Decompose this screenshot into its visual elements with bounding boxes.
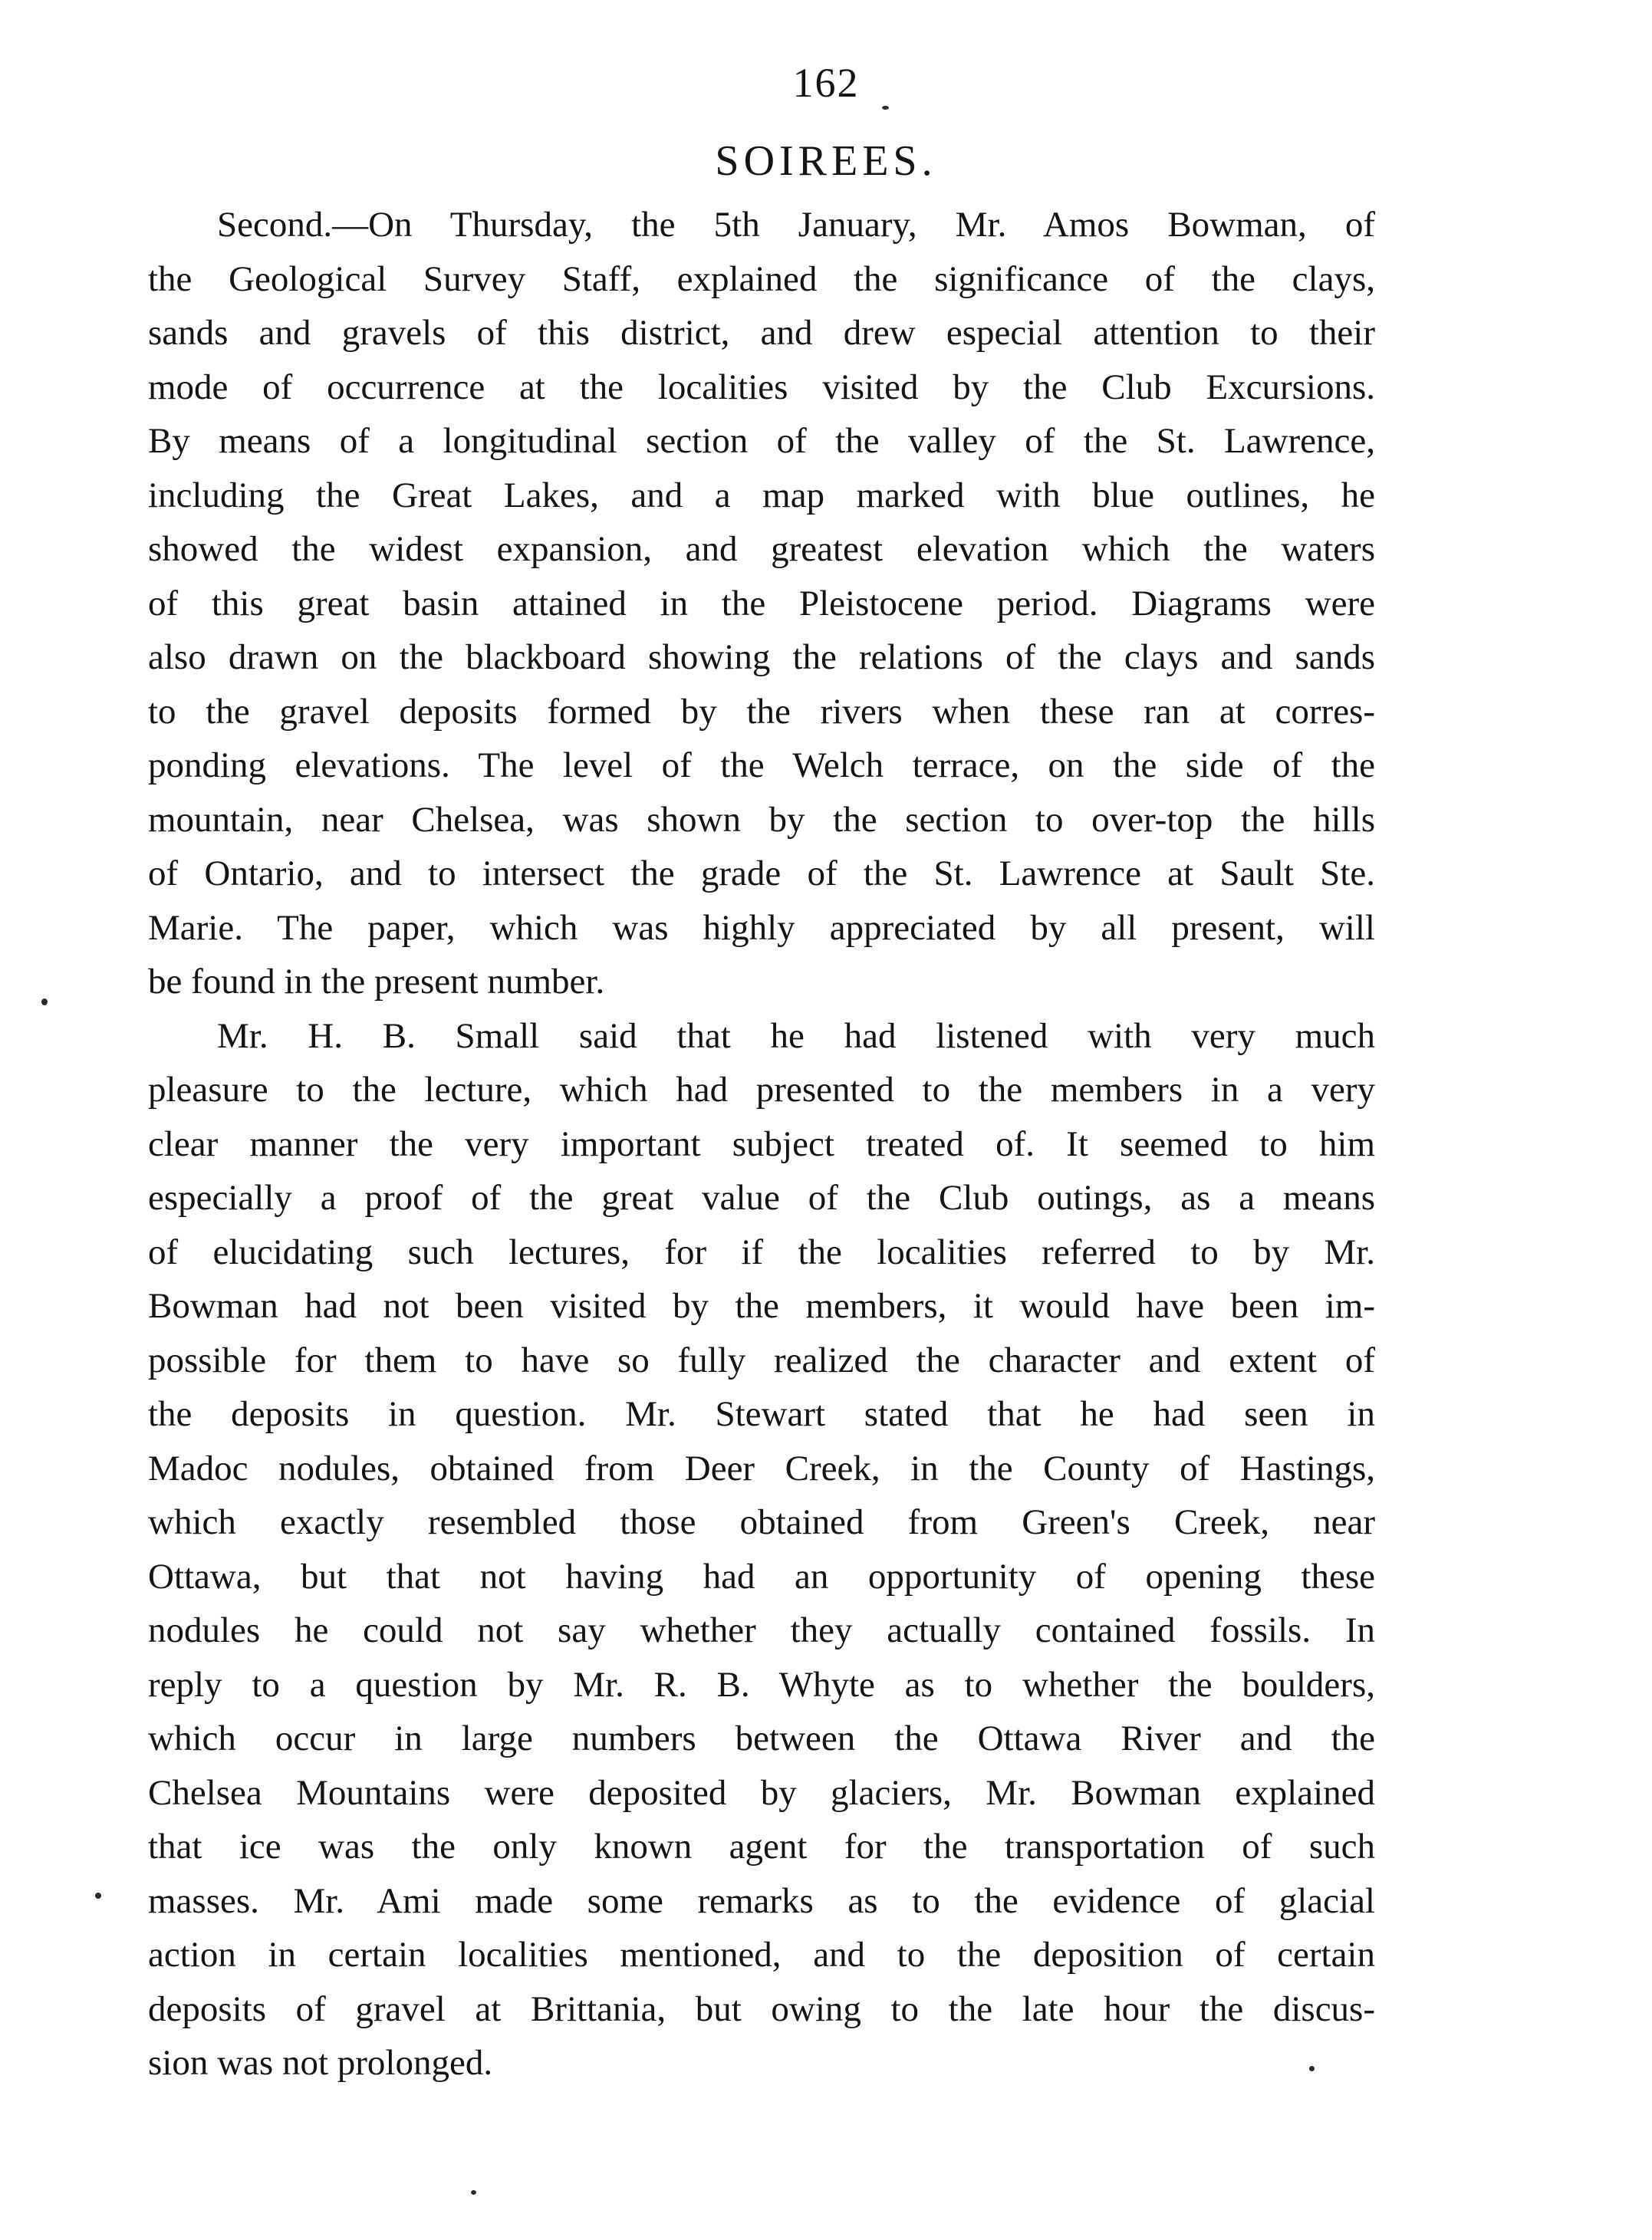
text-line: that ice was the only known agent for the transportation of such [148,1827,1375,1867]
text-line: mode of occurrence at the localities visited by the Club Excursions. [148,367,1375,407]
text-line: of Ontario, and to intersect the grade of the St. Lawrence at Sault Ste. [148,854,1375,893]
text-line: also drawn on the blackboard showing the relations of the clays and sands [148,637,1375,677]
text-line: possible for them to have so fully realized the character and extent of [148,1340,1375,1380]
text-line: sion was not prolonged. [148,2043,493,2083]
text-line: Mr. H. B. Small said that he had listened with very much [217,1015,1375,1056]
scan-speck [95,1893,101,1899]
text-line: Ottawa, but that not having had an opportunity of opening these [148,1556,1375,1597]
section-title: SOIREES. [715,137,937,185]
text-line: of this great basin attained in the Pleistocene period. Diagrams were [148,583,1375,623]
text-line: Chelsea Mountains were deposited by glaciers, Mr. Bowman explained [148,1772,1375,1813]
text-line: clear manner the very important subject treated of. It seemed to him [148,1123,1375,1164]
text-line: especially a proof of the great value of the Club outings, as a means [148,1178,1375,1218]
text-line: the Geological Survey Staff, explained the significance of the clays, [148,258,1375,299]
text-line: Second.—On Thursday, the 5th January, Mr. Amos Bowman, of [217,205,1375,245]
page-number: 162 [792,60,860,106]
text-line: action in certain localities mentioned, and to the deposition of certain [148,1935,1375,1975]
text-line: mountain, near Chelsea, was shown by the section to over-top the hills [148,799,1375,840]
text-line: Madoc nodules, obtained from Deer Creek, in the County of Hastings, [148,1448,1375,1488]
scan-speck [1309,2066,1315,2071]
text-line: Marie. The paper, which was highly appreciated by all present, will [148,907,1375,948]
body-text [148,198,1375,2090]
text-line: Bowman had not been visited by the members, it would have been im- [148,1286,1375,1326]
text-line: sands and gravels of this district, and drew especial attention to their [148,313,1375,353]
text-line: By means of a longitudinal section of the valley of the St. Lawrence, [148,421,1375,461]
text-line: masses. Mr. Ami made some remarks as to the evidence of glacial [148,1880,1375,1921]
scan-speck [882,106,889,110]
text-line: which exactly resembled those obtained from Green's Creek, near [148,1502,1375,1542]
text-line: deposits of gravel at Brittania, but owing to the late hour the discus- [148,1988,1375,2029]
text-line: to the gravel deposits formed by the rivers when these ran at corres- [148,691,1375,732]
text-line: which occur in large numbers between the Ottawa River and the [148,1719,1375,1758]
text-line: reply to a question by Mr. R. B. Whyte as to whether the boulders, [148,1664,1375,1705]
text-line: be found in the present number. [148,962,605,1002]
scan-speck [41,998,48,1005]
text-line: nodules he could not say whether they actually contained fossils. In [148,1610,1375,1650]
text-line: of elucidating such lectures, for if the localities referred to by Mr. [148,1232,1375,1272]
text-line: ponding elevations. The level of the Welch terrace, on the side of the [148,745,1375,785]
text-line: showed the widest expansion, and greatest elevation which the waters [148,529,1375,569]
text-line: including the Great Lakes, and a map marked with blue outlines, he [148,475,1375,515]
text-line: pleasure to the lecture, which had presented to the members in a very [148,1070,1375,1110]
scan-speck [471,2190,476,2195]
text-line: the deposits in question. Mr. Stewart stated that he had seen in [148,1394,1375,1434]
